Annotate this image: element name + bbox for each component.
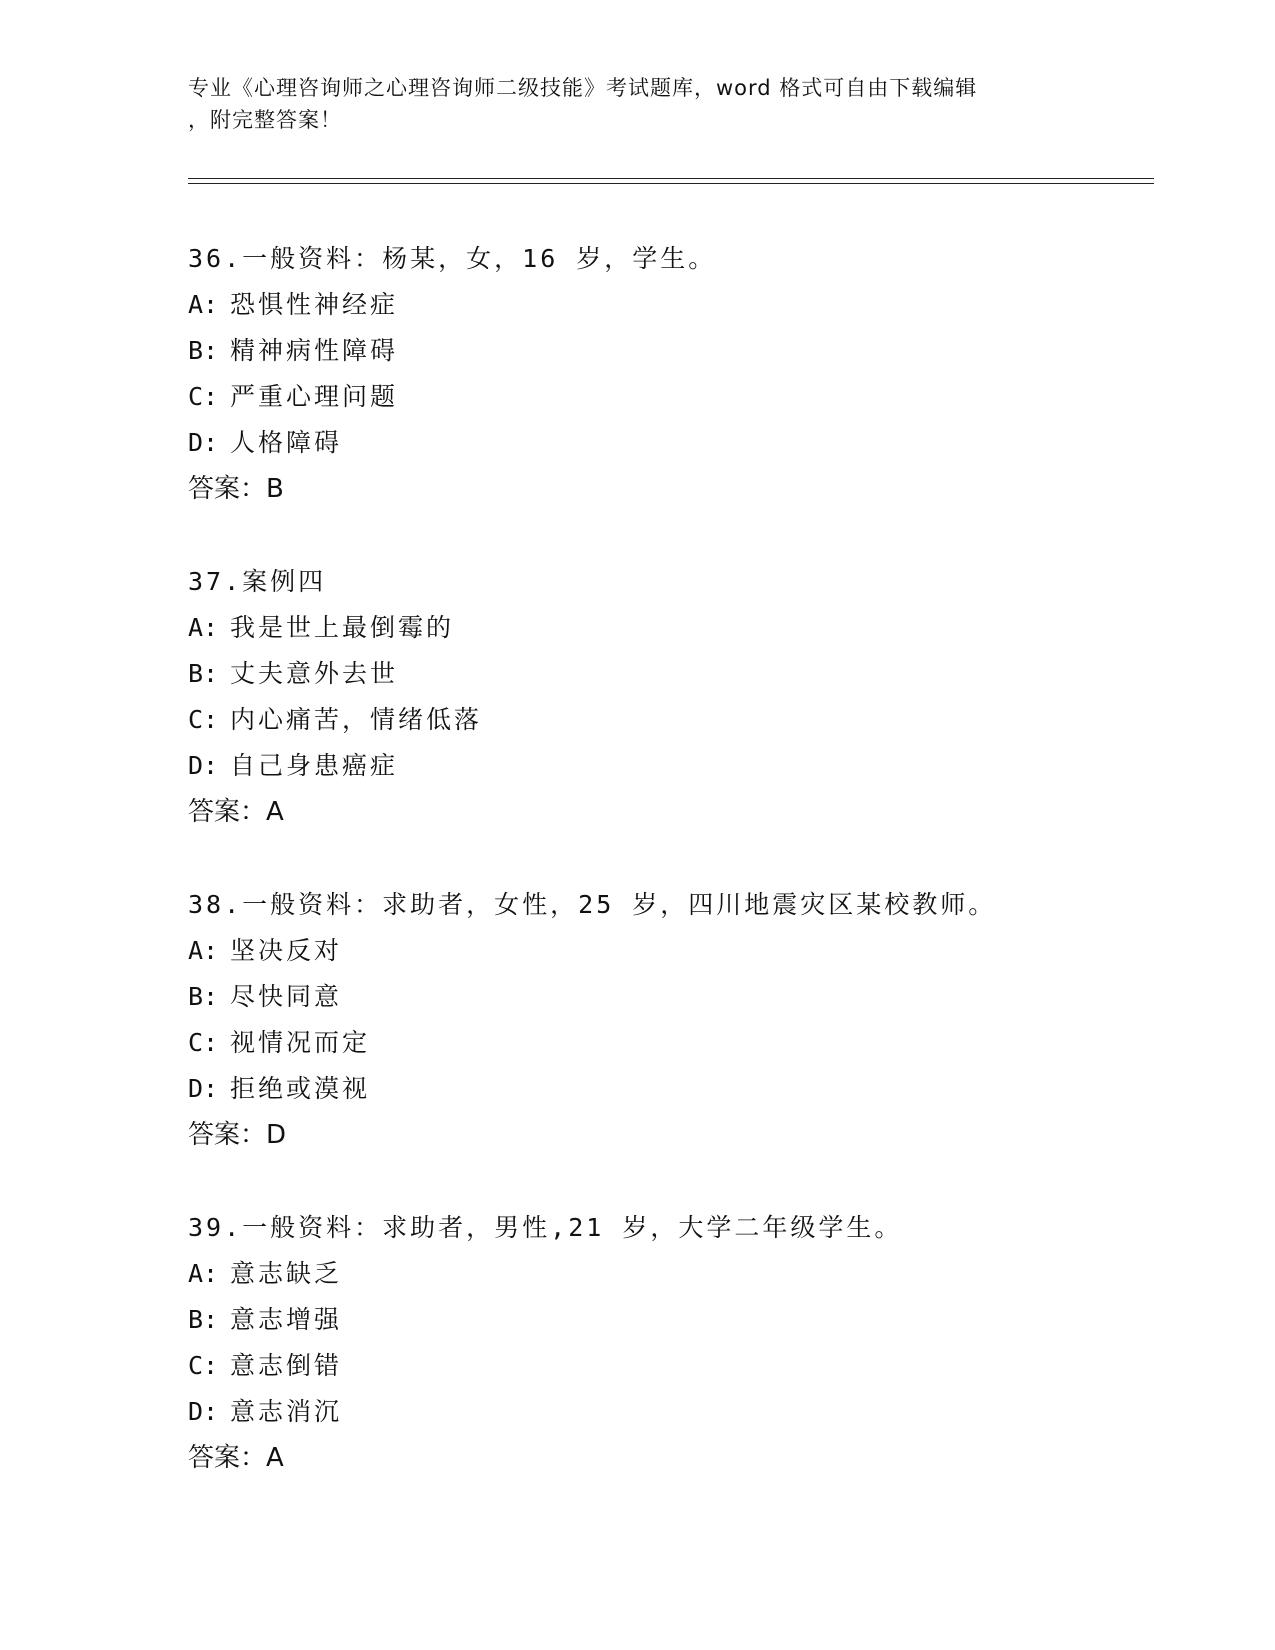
option-a (188, 605, 1148, 651)
option-text: 恐惧性神经症 (230, 290, 399, 319)
option-a (188, 282, 1148, 328)
option-text: 意志缺乏 (230, 1259, 343, 1288)
option-letter: B: (188, 659, 219, 688)
header-divider-bottom (188, 183, 1154, 184)
option-letter: D: (188, 1074, 219, 1103)
header-title-line-1: 专业《心理咨询师之心理咨询师二级技能》考试题库，word 格式可自由下载编辑 (188, 76, 978, 100)
option-letter: D: (188, 751, 219, 780)
header-divider-top (188, 178, 1154, 179)
option-text: 尽快同意 (230, 982, 343, 1011)
question-stem: 37.案例四 (188, 567, 327, 596)
option-text: 丈夫意外去世 (230, 659, 399, 688)
option-text: 人格障碍 (230, 428, 343, 457)
option-b (188, 974, 1148, 1020)
option-letter: B: (188, 336, 219, 365)
option-c (188, 374, 1148, 420)
answer-line: 答案：D (188, 1120, 287, 1150)
option-d (188, 420, 1148, 466)
question-stem: 36.一般资料：杨某，女，16 岁，学生。 (188, 244, 717, 273)
option-text: 意志增强 (230, 1305, 343, 1334)
option-d (188, 1389, 1148, 1435)
option-c (188, 1343, 1148, 1389)
option-letter: C: (188, 1351, 219, 1380)
answer-line: 答案：B (188, 474, 284, 504)
option-letter: C: (188, 382, 219, 411)
option-letter: D: (188, 1397, 219, 1426)
option-text: 内心痛苦，情绪低落 (230, 705, 483, 734)
option-a (188, 928, 1148, 974)
question-stem: 39.一般资料：求助者，男性,21 岁，大学二年级学生。 (188, 1213, 903, 1242)
option-a (188, 1251, 1148, 1297)
option-b (188, 1297, 1148, 1343)
answer-line: 答案：A (188, 1443, 284, 1473)
option-c (188, 1020, 1148, 1066)
option-text: 坚决反对 (230, 936, 343, 965)
document-header (188, 72, 1078, 136)
option-letter: B: (188, 982, 219, 1011)
option-text: 精神病性障碍 (230, 336, 399, 365)
option-text: 意志倒错 (230, 1351, 343, 1380)
option-letter: A: (188, 936, 219, 965)
question-38 (188, 882, 1148, 1158)
option-letter: B: (188, 1305, 219, 1334)
option-b (188, 328, 1148, 374)
option-text: 视情况而定 (230, 1028, 371, 1057)
question-39 (188, 1205, 1148, 1481)
question-list (188, 236, 1148, 1528)
option-letter: C: (188, 1028, 219, 1057)
option-letter: C: (188, 705, 219, 734)
option-text: 我是世上最倒霉的 (230, 613, 455, 642)
question-stem: 38.一般资料：求助者，女性，25 岁，四川地震灾区某校教师。 (188, 890, 997, 919)
option-text: 拒绝或漠视 (230, 1074, 371, 1103)
option-letter: A: (188, 613, 219, 642)
option-b (188, 651, 1148, 697)
option-d (188, 743, 1148, 789)
option-letter: D: (188, 428, 219, 457)
option-text: 严重心理问题 (230, 382, 399, 411)
question-36 (188, 236, 1148, 512)
option-text: 自己身患癌症 (230, 751, 399, 780)
option-letter: A: (188, 1259, 219, 1288)
option-d (188, 1066, 1148, 1112)
option-c (188, 697, 1148, 743)
question-37 (188, 559, 1148, 835)
answer-line: 答案：A (188, 797, 284, 827)
option-text: 意志消沉 (230, 1397, 343, 1426)
header-title-line-2: ，附完整答案！ (188, 108, 342, 132)
option-letter: A: (188, 290, 219, 319)
